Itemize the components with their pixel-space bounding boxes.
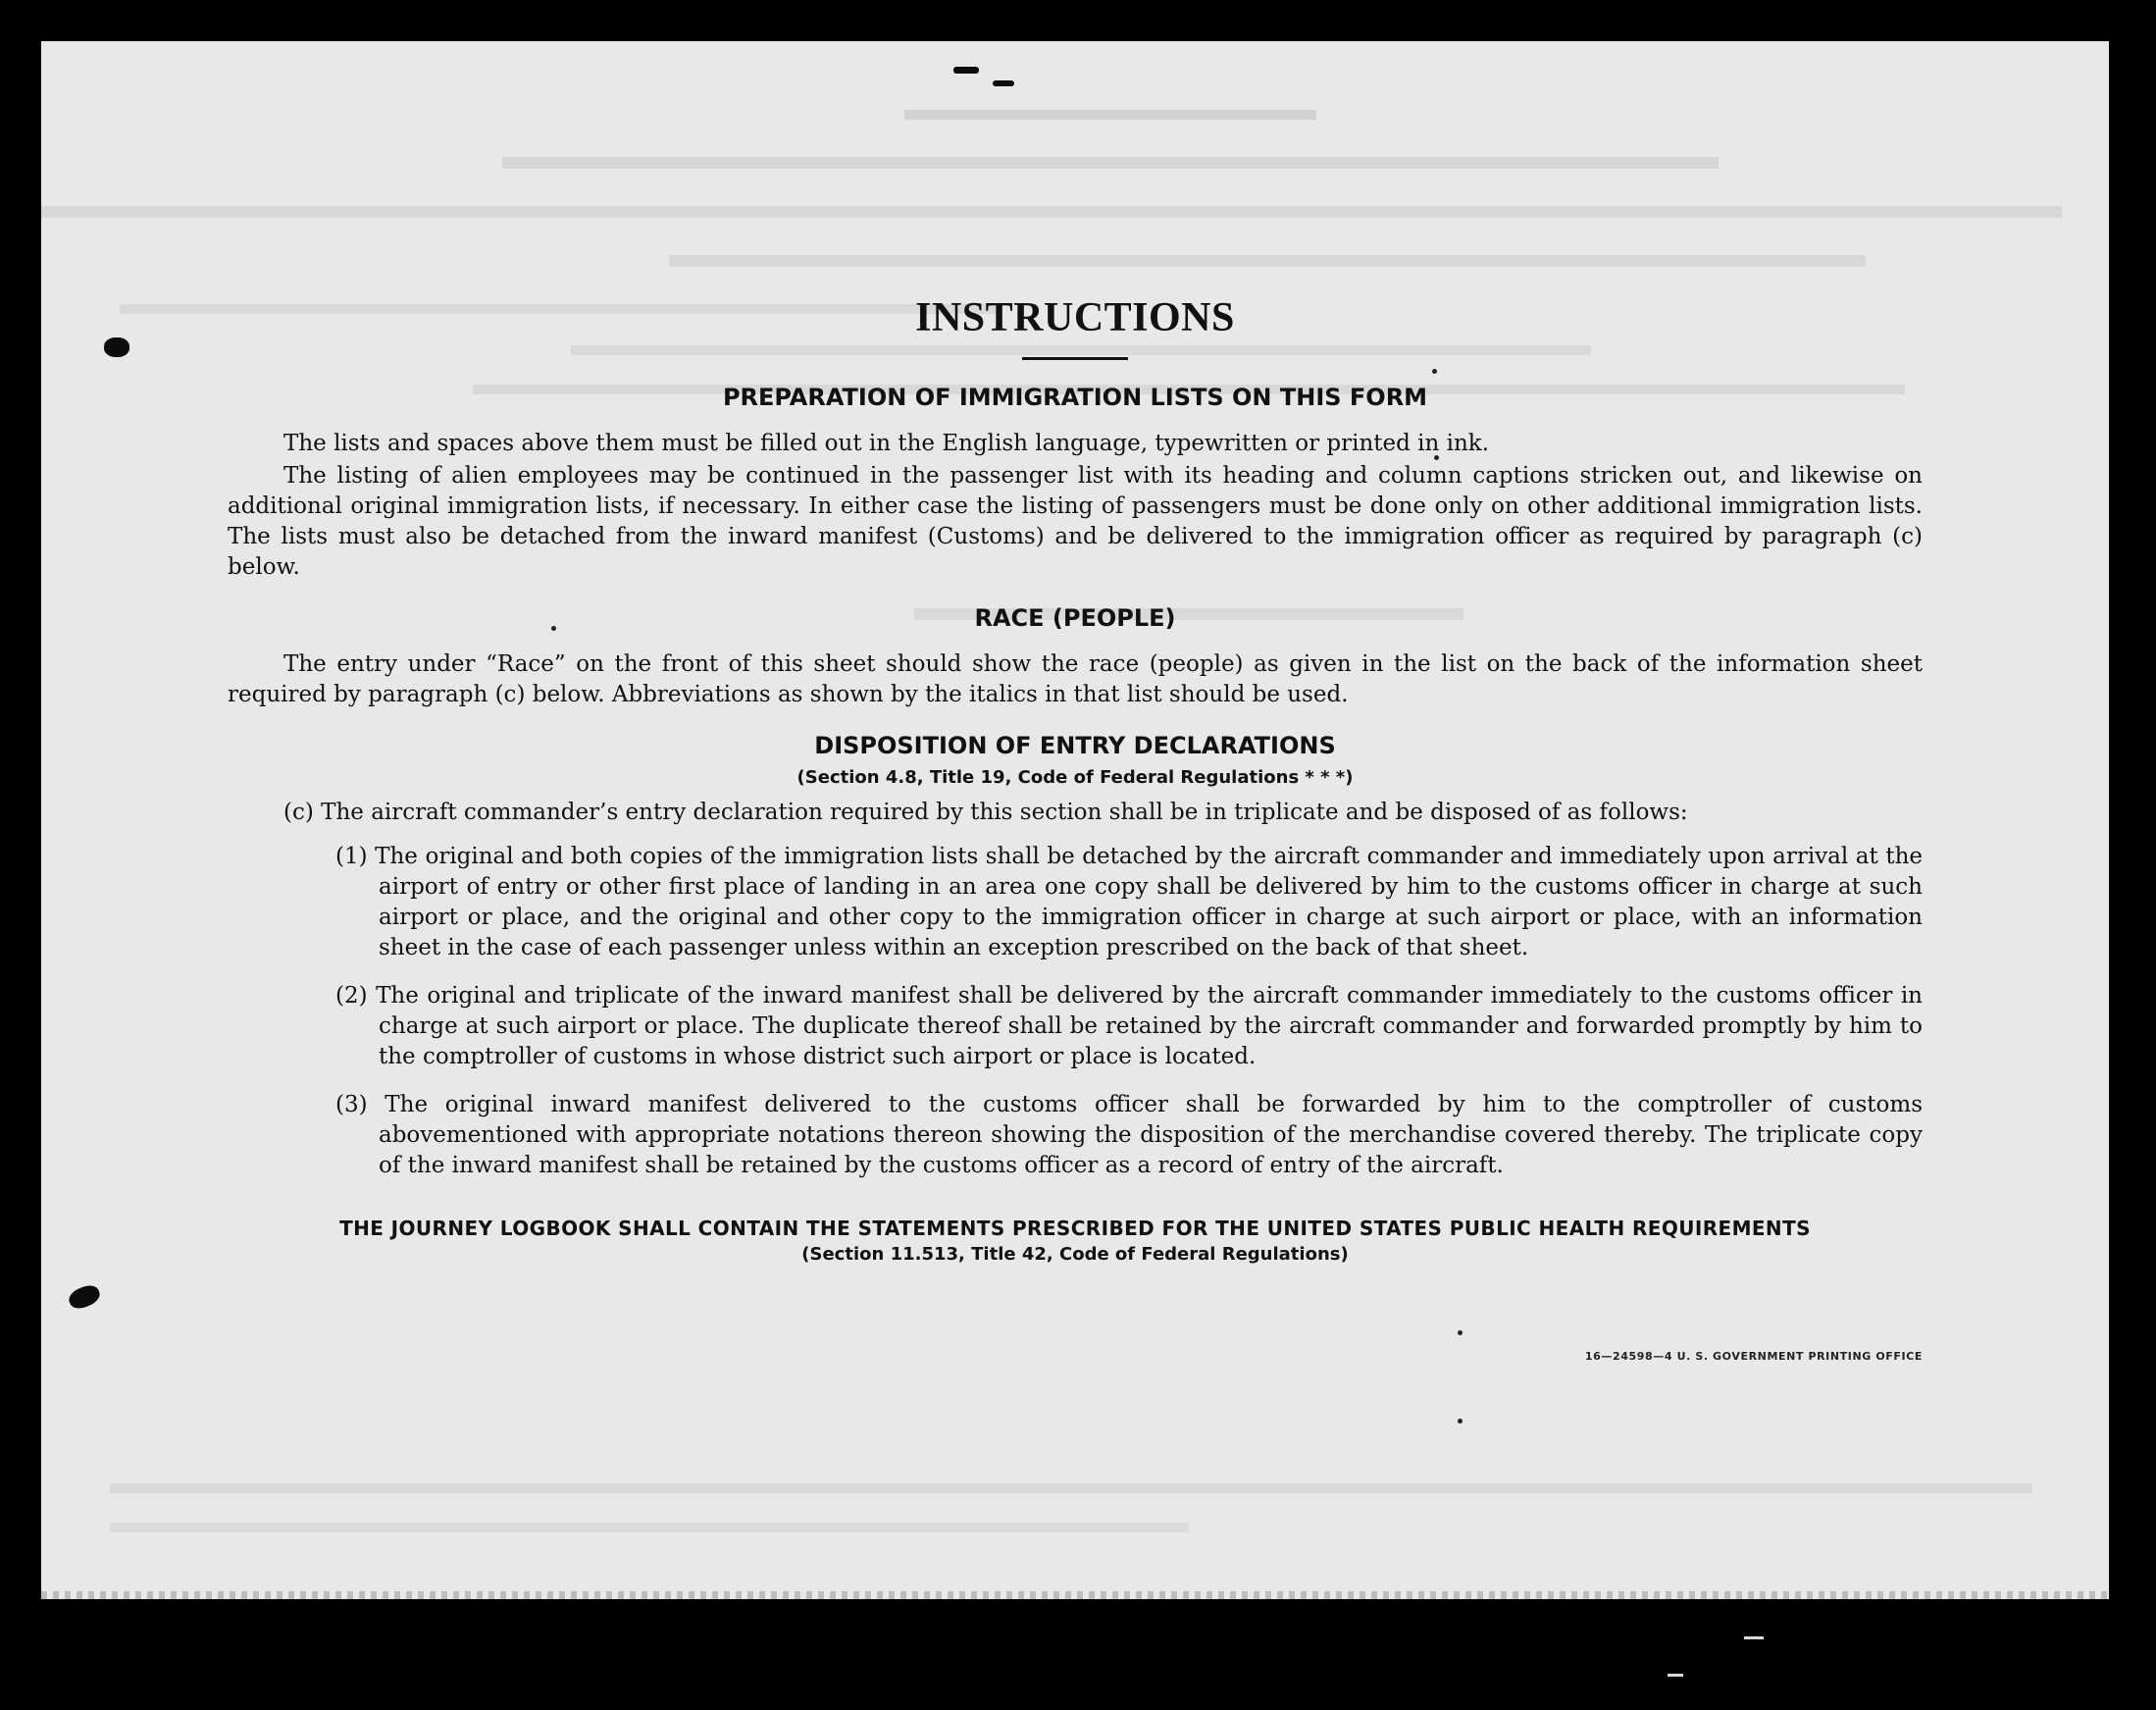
section-heading-disposition: DISPOSITION OF ENTRY DECLARATIONS (814, 732, 1336, 759)
paragraph: The entry under “Race” on the front of this sheet should show the race (people) as given in the list on the back of the information sheet required by paragraph (c) below. Abbreviations as shown by the italics in that list should be used. (228, 651, 1923, 707)
bleed-through-line-9 (110, 1483, 2032, 1493)
ink-blot-bottom (66, 1282, 102, 1313)
speck-3 (1458, 1330, 1463, 1335)
scan-edge-mark-2 (1668, 1674, 1683, 1677)
list-item: (1) The original and both copies of the immigration lists shall be detached by the aircraft commander and immediately upon arrival at the airport of entry or other first place of landing in an area one copy shall be delivered by him to the customs officer in charge at such airport or place, and the original and other copy to the immigration officer in charge at such airport or place, with an information sheet in the case of each passenger unless within an exception prescribed on the back of that sheet. (335, 844, 1923, 960)
list-item: (2) The original and triplicate of the inward manifest shall be delivered by the aircraft commander immediately to the customs officer in charge at such airport or place. The duplicate thereof shall be retained by the aircraft commander and forwarded promptly by him to the comptroller of customs in whose district such airport or place is located. (335, 983, 1923, 1069)
bleed-through-line-10 (110, 1523, 1189, 1532)
paragraph: The listing of alien employees may be continued in the passenger list with its heading and column captions stricken out, and likewise on additional original immigration lists, if necessary. In either case the listing of passengers must be done only on other additional immigration lists. The lists must also be detached from the inward manifest (Customs) and be delivered to the immigration officer as required by paragraph (c) below. (228, 463, 1923, 580)
health-requirements-notice: THE JOURNEY LOGBOOK SHALL CONTAIN THE STATEMENTS PRESCRIBED FOR THE UNITED STATES PUBLIC HEALTH REQUIREMENTS (339, 1217, 1811, 1240)
regulation-citation: (Section 4.8, Title 19, Code of Federal Regulations * * *) (796, 767, 1354, 788)
scan-edge-mark-1 (1744, 1636, 1764, 1639)
printer-imprint: 16—24598—4 U. S. GOVERNMENT PRINTING OFFICE (1584, 1350, 1923, 1363)
document-sheet (41, 41, 2109, 1599)
speck-4 (1458, 1419, 1463, 1424)
instructions-body (228, 247, 1923, 1265)
clause-c: (c) The aircraft commander’s entry declaration required by this section shall be in triplicate and be disposed of as follows: (283, 800, 1688, 825)
ink-mark-top-center-2 (993, 80, 1014, 86)
section-heading-immigration-lists: PREPARATION OF IMMIGRATION LISTS ON THIS FORM (722, 384, 1428, 411)
bleed-through-line-1 (904, 110, 1316, 120)
bleed-through-line-2 (502, 157, 1719, 169)
section-heading-race: RACE (PEOPLE) (974, 604, 1176, 632)
bleed-through-line-3 (41, 206, 2062, 218)
list-item: (3) The original inward manifest delivered to the customs officer shall be forwarded by him to the comptroller of customs abovementioned with appropriate notations thereon showing the disposition of the merchandise covered thereby. The triplicate copy of the inward manifest shall be retained by the customs officer as a record of entry of the aircraft. (335, 1092, 1923, 1178)
health-regulation-citation: (Section 11.513, Title 42, Code of Federal Regulations) (801, 1244, 1349, 1265)
ink-blot-top (104, 337, 129, 357)
page-title: INSTRUCTIONS (915, 295, 1235, 340)
title-underline (1022, 357, 1128, 360)
ink-mark-top-center (953, 67, 979, 74)
paragraph: The lists and spaces above them must be filled out in the English language, typewritten or printed in ink. (283, 431, 1490, 456)
